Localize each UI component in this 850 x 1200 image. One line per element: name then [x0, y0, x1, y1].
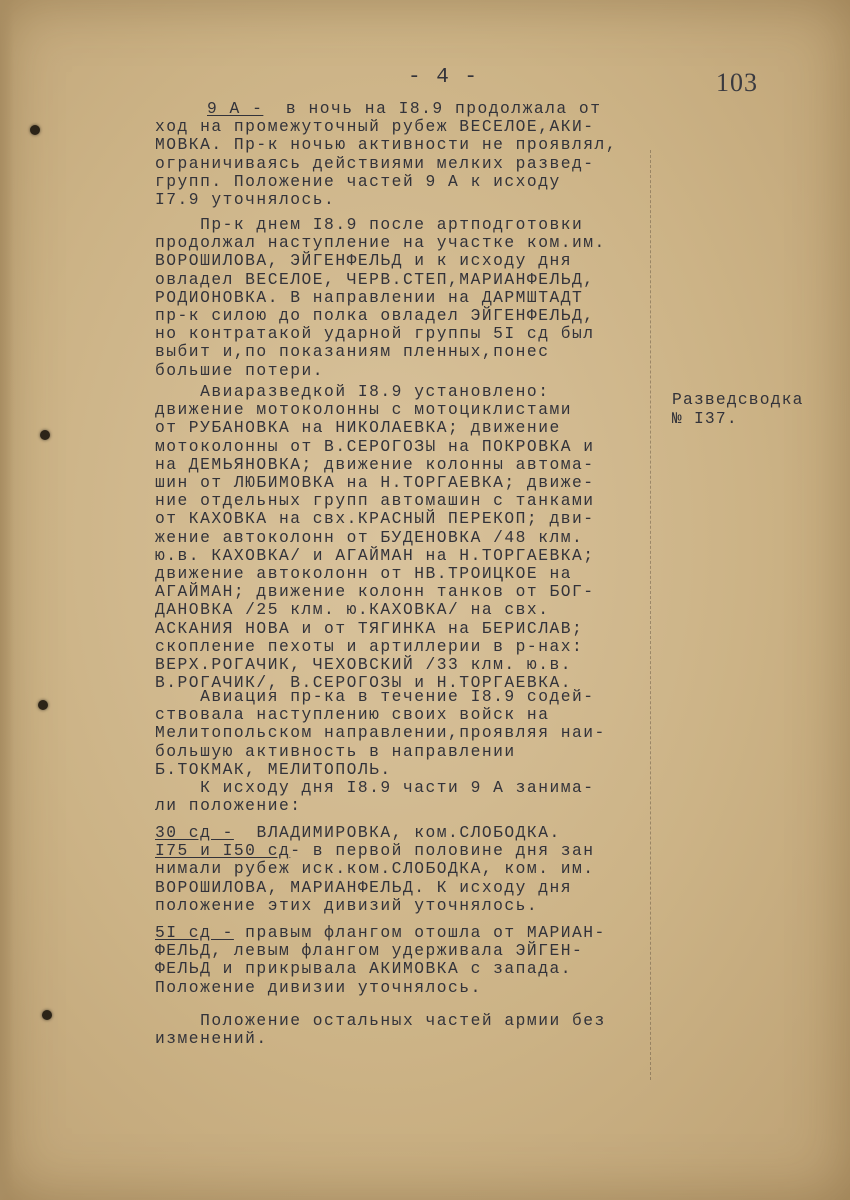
- line-text: движение мотоколонны с мотоциклистами: [155, 400, 573, 419]
- text-line: [155, 688, 595, 706]
- text-line: [155, 325, 595, 343]
- line-text: Положение остальных частей армии без: [155, 1011, 606, 1030]
- line-text: движение автоколонн от НВ.ТРОИЦКОЕ на: [155, 564, 573, 583]
- margin-note-title: Разведсводка: [672, 390, 804, 409]
- line-text: групп. Положение частей 9 А к исходу: [155, 172, 561, 191]
- line-text: ние отдельных групп автомашин с танками: [155, 491, 595, 510]
- text-line: [155, 173, 561, 191]
- line-text: ВЛАДИМИРОВКА, ком.СЛОБОДКА.: [233, 823, 561, 842]
- text-line: [155, 343, 549, 361]
- text-line: [155, 1012, 606, 1030]
- text-line: [155, 779, 595, 797]
- line-text: скопление пехоты и артиллерии в р-нах:: [155, 637, 584, 656]
- line-text: ю.в. КАХОВКА/ и АГАЙМАН на Н.ТОРГАЕВКА;: [155, 546, 595, 565]
- line-text: большие потери.: [155, 361, 325, 380]
- line-text: Авиаразведкой I8.9 установлено:: [155, 382, 550, 401]
- line-text: шин от ЛЮБИМОВКА на Н.ТОРГАЕВКА; движе-: [155, 473, 595, 492]
- underlined-unit-label: 30 сд -: [155, 823, 234, 842]
- line-text: от КАХОВКА на свх.КРАСНЫЙ ПЕРЕКОП; дви-: [155, 509, 595, 528]
- line-text: ВОРОШИЛОВА, МАРИАНФЕЛЬД. К исходу дня: [155, 878, 573, 897]
- text-line: [155, 529, 583, 547]
- line-text: овладел ВЕСЕЛОЕ, ЧЕРВ.СТЕП,МАРИАНФЕЛЬД,: [155, 270, 595, 289]
- text-line: [155, 252, 572, 270]
- text-line: [155, 942, 583, 960]
- line-text: выбит и,по показаниям пленных,понес: [155, 342, 550, 361]
- line-text: Положение дивизии уточнялось.: [155, 978, 482, 997]
- line-text: но контратакой ударной группы 5I сд был: [155, 324, 595, 343]
- text-line: [155, 824, 561, 842]
- text-line: [155, 706, 549, 724]
- line-text: изменений.: [155, 1029, 268, 1048]
- text-line: [155, 743, 516, 761]
- text-line: [155, 842, 595, 860]
- text-line: [155, 234, 606, 252]
- line-text: В.РОГАЧИК/, В.СЕРОГОЗЫ и Н.ТОРГАЕВКА.: [155, 673, 573, 692]
- page-number: - 4 -: [408, 66, 479, 89]
- line-text: ВЕРХ.РОГАЧИК, ЧЕХОВСКИЙ /33 клм. ю.в.: [155, 655, 573, 674]
- line-text: ли положение:: [155, 796, 302, 815]
- line-text: нимали рубеж иск.ком.СЛОБОДКА, ком. им.: [155, 859, 595, 878]
- underlined-unit-label: 5I сд -: [155, 923, 234, 942]
- line-text: большую активность в направлении: [155, 742, 516, 761]
- text-line: [155, 897, 538, 915]
- text-line: [155, 191, 335, 209]
- line-text: ход на промежуточный рубеж ВЕСЕЛОЕ,АКИ-: [155, 117, 595, 136]
- line-text: в ночь на I8.9 продолжала от: [263, 99, 602, 118]
- line-text: жение автоколонн от БУДЕНОВКА /48 клм.: [155, 528, 584, 547]
- text-line: [155, 638, 583, 656]
- text-line: [155, 289, 583, 307]
- line-text: Пр-к днем I8.9 после артподготовки: [155, 215, 584, 234]
- text-line: [155, 401, 572, 419]
- text-line: [155, 362, 324, 380]
- text-line: [155, 979, 482, 997]
- line-text: АСКАНИЯ НОВА и от ТЯГИНКА на БЕРИСЛАВ;: [155, 619, 584, 638]
- line-text: I7.9 уточнялось.: [155, 190, 336, 209]
- text-line: [155, 118, 595, 136]
- line-text: ВОРОШИЛОВА, ЭЙГЕНФЕЛЬД и к исходу дня: [155, 251, 573, 270]
- line-text: Авиация пр-ка в течение I8.9 содей-: [155, 687, 595, 706]
- line-text: правым флангом отошла от МАРИАН-: [233, 923, 606, 942]
- text-line: [155, 307, 595, 325]
- text-line: [155, 960, 572, 978]
- line-text: на ДЕМЬЯНОВКА; движение колонны автома-: [155, 455, 595, 474]
- text-line: [155, 383, 549, 401]
- line-text: МОВКА. Пр-к ночью активности не проявлял,: [155, 135, 618, 154]
- text-line: [155, 879, 572, 897]
- line-text: от РУБАНОВКА на НИКОЛАЕВКА; движение: [155, 418, 561, 437]
- line-text: РОДИОНОВКА. В направлении на ДАРМШТАДТ: [155, 288, 584, 307]
- line-text: - в первой половине дня зан: [290, 841, 595, 860]
- line-text: ФЕЛЬД и прикрывала АКИМОВКА с запада.: [155, 959, 573, 978]
- line-text: АГАЙМАН; движение колонн танков от БОГ-: [155, 582, 595, 601]
- underlined-unit-label: 9 А -: [207, 99, 264, 118]
- margin-note: [672, 390, 804, 428]
- text-line: [155, 601, 549, 619]
- text-line: [155, 216, 583, 234]
- text-line: [155, 620, 583, 638]
- text-line: [155, 583, 595, 601]
- line-text: пр-к силою до полка овладел ЭЙГЕНФЕЛЬД,: [155, 306, 595, 325]
- text-line: [155, 797, 302, 815]
- text-line: [155, 656, 572, 674]
- line-text: ограничиваясь действиями мелких развед-: [155, 154, 595, 173]
- text-line: [155, 547, 595, 565]
- text-line: [155, 924, 606, 942]
- underlined-unit-label: I75 и I50 сд: [155, 841, 291, 860]
- text-line: [155, 724, 606, 742]
- text-line: [155, 438, 595, 456]
- line-text: Б.ТОКМАК, МЕЛИТОПОЛЬ.: [155, 760, 392, 779]
- text-line: [155, 492, 595, 510]
- margin-note-number: № I37.: [672, 409, 738, 428]
- text-line: [155, 456, 595, 474]
- line-text: К исходу дня I8.9 части 9 А занима-: [155, 778, 595, 797]
- line-text: ФЕЛЬД, левым флангом удерживала ЭЙГЕН-: [155, 941, 584, 960]
- line-text: ствовала наступлению своих войск на: [155, 705, 550, 724]
- text-line: [155, 419, 561, 437]
- text-line: [155, 474, 595, 492]
- line-text: Мелитопольском направлении,проявляя наи-: [155, 723, 606, 742]
- line-text: мотоколонны от В.СЕРОГОЗЫ на ПОКРОВКА и: [155, 437, 595, 456]
- archive-page-number: 103: [716, 68, 758, 97]
- line-text: продолжал наступление на участке ком.им.: [155, 233, 606, 252]
- text-line: [155, 1030, 268, 1048]
- text-line: [155, 860, 595, 878]
- text-line: [155, 565, 572, 583]
- text-line: [207, 100, 601, 118]
- text-line: [155, 155, 595, 173]
- line-text: ДАНОВКА /25 клм. ю.КАХОВКА/ на свх.: [155, 600, 550, 619]
- text-line: [155, 136, 617, 154]
- text-line: [155, 271, 595, 289]
- text-line: [155, 510, 595, 528]
- text-line: [155, 761, 392, 779]
- line-text: положение этих дивизий уточнялось.: [155, 896, 539, 915]
